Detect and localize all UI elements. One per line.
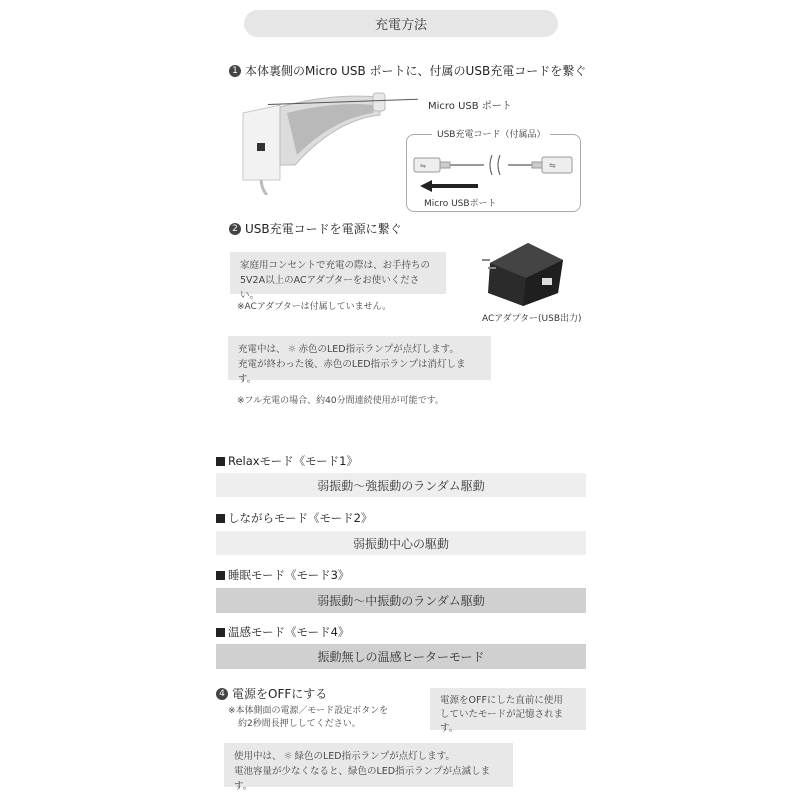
mode2-heading xyxy=(216,510,372,526)
svg-text:⇋: ⇋ xyxy=(549,161,556,170)
micro-usb-port-label: Micro USB ポート xyxy=(428,101,512,112)
cable-arrow-label: Micro USBポート xyxy=(424,199,497,209)
step2-text: USB充電コードを電源に繋ぐ xyxy=(245,222,402,236)
mode4-description: 振動無しの温感ヒーターモード xyxy=(216,644,586,669)
step1-heading xyxy=(229,62,586,79)
charging-note-line1 xyxy=(238,342,481,357)
led-light-icon: ☼ xyxy=(287,344,297,355)
off-note xyxy=(228,705,388,731)
arrow-left-icon xyxy=(420,180,480,192)
memory-note-line2: していたモードが記憶されます。 xyxy=(440,709,564,734)
full-charge-note: ※フル充電の場合、約40分間連続使用が可能です。 xyxy=(237,396,444,406)
mode4-heading-text: 温感モード《モード4》 xyxy=(228,625,350,639)
step4-heading xyxy=(216,685,327,702)
led-light-icon: ☼ xyxy=(283,751,293,762)
outlet-note-line1: 家庭用コンセントで充電の際は、お手持ちの xyxy=(240,260,431,271)
page-title xyxy=(244,10,558,37)
usage-note-box xyxy=(224,743,513,792)
step4-number: 4 xyxy=(216,688,228,700)
page-title-text: 充電方法 xyxy=(374,18,427,33)
memory-note-line1: 電源をOFFにした直前に使用 xyxy=(440,695,563,706)
mode2-description: 弱振動中心の駆動 xyxy=(216,531,586,555)
step1-text: 本体裏側のMicro USB ポートに、付属のUSB充電コードを繋ぐ xyxy=(245,64,587,78)
charging-note-line2: 充電が終わった後、赤色のLED指示ランプは消灯します。 xyxy=(238,359,466,385)
svg-text:⇋: ⇋ xyxy=(420,162,426,170)
ac-adapter-illustration xyxy=(478,238,568,308)
outlet-note-line2: 5V2A以上のACアダプターをお使いください。 xyxy=(240,275,420,301)
mode3-description: 弱振動～中振動のランダム駆動 xyxy=(216,588,586,613)
square-bullet-icon xyxy=(216,628,225,637)
step2-heading xyxy=(229,220,402,237)
square-bullet-icon xyxy=(216,457,225,466)
usage-note-line1 xyxy=(234,749,503,764)
usage-note-line1a: 使用中は、 xyxy=(234,751,282,762)
charging-note-line1b: 赤色のLED指示ランプが点灯します。 xyxy=(298,344,459,355)
off-note-line2: 約2秒間長押ししてください。 xyxy=(238,719,361,729)
step1-number: 1 xyxy=(229,65,241,77)
mode1-heading-text: Relaxモード《モード1》 xyxy=(228,454,358,468)
charging-note-box xyxy=(228,336,491,385)
usage-note-line2: 電池容量が少なくなると、緑色のLED指示ランプが点滅します。 xyxy=(234,766,491,792)
memory-note-box xyxy=(430,688,586,734)
usage-note-line1b: 緑色のLED指示ランプが点灯します。 xyxy=(294,751,455,762)
mode1-heading xyxy=(216,453,358,469)
square-bullet-icon xyxy=(216,571,225,580)
ac-adapter-label: ACアダプター(USB出力) xyxy=(482,314,582,324)
step2-number: 2 xyxy=(229,223,241,235)
square-bullet-icon xyxy=(216,514,225,523)
off-note-line1: ※本体側面の電源／モード設定ボタンを xyxy=(228,706,389,716)
mode4-heading xyxy=(216,624,349,640)
adapter-not-included-note: ※ACアダプターは付属していません。 xyxy=(237,302,392,312)
mode3-heading xyxy=(216,567,349,583)
cable-label: USB充電コード（付属品） xyxy=(432,127,550,140)
charging-note-line1a: 充電中は、 xyxy=(238,344,286,355)
usb-cable-icon xyxy=(412,152,577,182)
mode3-heading-text: 睡眠モード《モード3》 xyxy=(228,568,350,582)
outlet-note-box xyxy=(230,252,446,301)
step4-text: 電源をOFFにする xyxy=(232,687,328,701)
mode2-heading-text: しながらモード《モード2》 xyxy=(228,511,373,525)
mode1-description: 弱振動～強振動のランダム駆動 xyxy=(216,473,586,497)
